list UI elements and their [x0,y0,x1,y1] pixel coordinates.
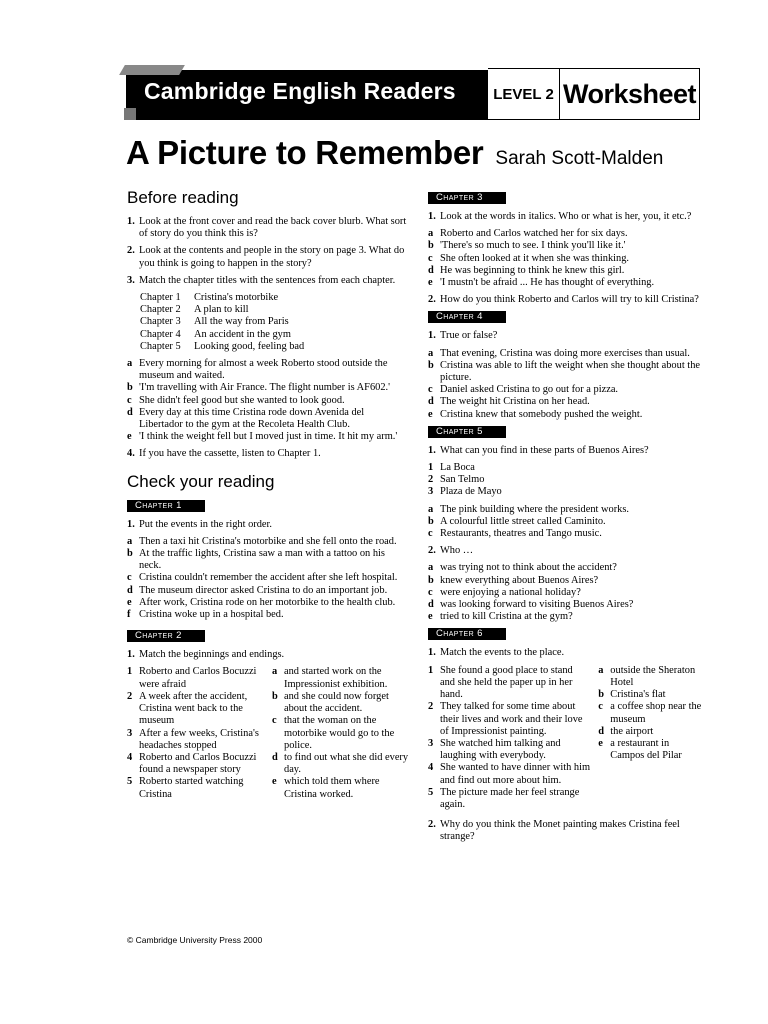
copyright-footer: © Cambridge University Press 2000 [127,935,263,945]
header-banner [126,68,700,122]
item-text: Every day at this time Cristina rode down Avenida del Libertador to the gym at the Recoleta Health Club. [139,406,365,431]
list-item [428,474,703,486]
list-item [127,395,409,407]
item-key: b [428,515,434,527]
item-text: to find out what she did every day. [284,751,409,776]
list-item [127,597,409,609]
question: 1. Look at the words in italics. Who or what is her, you, it etc.? [428,211,703,223]
banner-decoration [124,108,136,120]
chapter-5-label: Chapter 5 [428,426,506,438]
item-text: The weight hit Cristina on her head. [440,396,590,408]
list-item [428,409,703,421]
list-item [127,407,409,431]
item-text: At the traffic lights, Cristina saw a man with a tattoo on his neck. [139,548,385,572]
question: 1. Match the beginnings and endings. [127,649,409,661]
item-key: 3 [428,486,434,498]
question-text: Put the events in the right order. [139,518,273,530]
item-key: b [428,574,434,586]
series-title: Cambridge English Readers [144,78,456,104]
book-title: A Picture to Remember [126,134,484,171]
list-item [428,587,703,599]
item-text: The picture made her feel strange again. [440,786,580,810]
list-item [127,548,409,572]
item-text: They talked for some time about their lives and work and their love of Impressionist painting. [440,701,583,737]
item-text: that the woman on the motorbike would go to the police. [284,715,395,751]
list-item [428,486,703,498]
list-item [428,562,703,574]
item-text: Cristina couldn't remember the accident after she left hospital. [139,572,398,584]
item-key: c [127,572,132,584]
question: 1. Look at the front cover and read the back cover blurb. What sort of story do you think this is? [127,216,409,240]
list-item [428,265,703,277]
item-text: Roberto and Carlos watched her for six days. [440,228,628,240]
item-key: d [428,599,434,611]
item-key: d [272,751,278,763]
question-text: Look at the contents and people in the story on page 3. What do you think is going to happen in the story? [139,245,405,269]
list-item [272,752,409,776]
item-key: d [428,396,434,408]
item-text: Every morning for almost a week Roberto stood outside the museum and waited. [139,358,388,382]
item-key: 1 [428,462,434,474]
item-text: Then a taxi hit Cristina's motorbike and she fell onto the road. [139,535,397,547]
item-text: Roberto and Carlos Bocuzzi found a newspaper story [139,751,257,776]
item-key: a [428,503,434,515]
item-key: c [428,384,433,396]
list-item [428,228,703,240]
item-key: b [127,548,133,560]
item-key: 4 [428,762,434,774]
list-item [127,728,264,752]
match-table [127,666,409,800]
item-key: a [598,664,604,676]
item-key: b [127,382,133,394]
item-key: 1 [428,664,434,676]
item-key: e [127,596,132,608]
item-key: e [598,737,603,749]
item-text: were enjoying a national holiday? [440,586,581,598]
list-item [140,292,409,304]
question-text: Look at the front cover and read the back cover blurb. What sort of story do you think this is? [139,216,407,240]
item-key: e [428,277,433,289]
item-text: 'I'm travelling with Air France. The flight number is AF602.' [139,382,391,394]
list-item [272,691,409,715]
list-item [140,341,409,353]
item-key: 2 [428,474,434,486]
list-item [428,701,590,738]
question: 1. What can you find in these parts of Buenos Aires? [428,445,703,457]
list-item [428,762,590,786]
question-text: True or false? [440,330,498,342]
right-column [428,192,703,849]
item-key: 1 [127,666,133,678]
item-text: She often looked at it when she was thinking. [440,252,630,264]
item-key: d [127,406,133,418]
item-text: Roberto and Carlos Bocuzzi were afraid [139,666,257,690]
item-key: b [598,689,605,701]
item-text: After work, Cristina rode on her motorbike to the health club. [139,596,396,608]
chapter-4-label: Chapter 4 [428,311,506,323]
endings-list [272,666,409,800]
item-text: a coffee shop near the museum [610,701,702,725]
chapter-title: Looking good, feeling bad [194,340,305,352]
list-item [428,240,703,252]
banner-decoration [119,65,185,75]
item-text: The pink building where the president works. [440,503,630,515]
question-text: Match the beginnings and endings. [139,649,285,661]
item-text: She didn't feel good but she wanted to look good. [139,394,345,406]
who-list [428,562,703,623]
list-item [428,396,703,408]
list-item [598,726,703,738]
item-text: A week after the accident, Cristina went back to the museum [139,690,248,727]
item-text: He was beginning to think he knew this girl. [440,264,625,276]
item-text: Cristina woke up in a hospital bed. [139,609,284,621]
item-key: 3 [428,737,434,749]
item-text: She watched him talking and laughing with everybody. [440,737,561,762]
item-text: Cristina was able to lift the weight when she thought about the picture. [440,359,701,384]
list-item [272,666,409,690]
chapter-number: Chapter 4 [140,328,181,340]
item-key: a [428,347,434,359]
item-key: 5 [428,786,434,798]
item-text: was trying not to think about the accident? [440,562,617,574]
item-text: and started work on the Impressionist exhibition. [284,666,388,690]
question: 1. Put the events in the right order. [127,519,409,531]
item-key: e [428,408,433,420]
list-item [428,665,590,702]
question-text: How do you think Roberto and Carlos will try to kill Cristina? [440,294,699,306]
events-list [428,665,590,811]
list-item [127,358,409,382]
item-key: b [428,240,434,252]
chapter-number: Chapter 3 [140,316,181,328]
item-text: She found a good place to stand and she held the paper up in her hand. [440,664,573,701]
page-title [126,134,663,172]
list-item [127,536,409,548]
item-key: 4 [127,751,133,763]
list-item [428,277,703,289]
list-item [428,348,703,360]
item-text: After a few weeks, Cristina's headaches stopped [139,727,259,751]
item-key: c [272,715,277,727]
chapter-title: Cristina's motorbike [194,292,279,304]
item-key: a [272,666,278,678]
places-list [428,462,703,499]
list-item [428,575,703,587]
list-item [127,609,409,621]
list-item [428,360,703,384]
left-column [127,188,409,809]
list-item [428,611,703,623]
beginnings-list [127,666,264,800]
list-item [272,715,409,752]
item-key: 2 [428,701,434,713]
list-item [140,329,409,341]
question-text: Match the chapter titles with the sentences from each chapter. [139,274,396,286]
chapter-6-label: Chapter 6 [428,628,506,640]
question-text: Who … [440,545,474,557]
book-author: Sarah Scott-Malden [495,148,664,169]
item-text: and she could now forget about the accident. [284,690,389,715]
item-key: a [428,562,434,574]
list-item [428,738,590,762]
list-item [140,316,409,328]
before-reading-heading: Before reading [127,188,239,207]
question-text: If you have the cassette, listen to Chapter 1. [139,448,321,460]
list-item [428,528,703,540]
item-text: The museum director asked Cristina to do an important job. [139,584,388,596]
list-item [428,516,703,528]
check-reading-heading: Check your reading [127,471,275,491]
chapter-3-label: Chapter 3 [428,192,506,204]
item-key: c [428,252,433,264]
list-item [127,752,264,776]
item-text: She wanted to have dinner with him and find out more about him. [440,762,591,786]
chapter-title-list [140,292,409,353]
item-key: c [127,394,132,406]
chapter-title: A plan to kill [194,304,249,316]
item-key: c [598,701,603,713]
list-item [428,787,590,811]
question: 1. True or false? [428,330,703,342]
item-text: the airport [610,725,654,737]
item-key: f [127,609,131,621]
list-item [127,382,409,394]
chapter-number: Chapter 5 [140,340,181,352]
question: 1. Match the events to the place. [428,647,703,659]
item-text: outside the Sheraton Hotel [610,664,696,688]
question-text: Why do you think the Monet painting makes Cristina feel strange? [440,819,680,843]
question: 4. If you have the cassette, listen to Chapter 1. [127,448,409,460]
question: 2. Look at the contents and people in the story on page 3. What do you think is going to happen in the story? [127,245,409,269]
item-text: Restaurants, theatres and Tango music. [440,528,602,540]
list-item [428,599,703,611]
chapter-number: Chapter 2 [140,304,181,316]
item-text: 'I mustn't be afraid ... He has thought of everything. [440,277,655,289]
item-key: b [272,690,278,702]
question: 2. Who … [428,545,703,557]
place-options-list [598,665,703,811]
list-item [127,691,264,728]
things-list [428,504,703,541]
list-item [127,431,409,443]
chapter-title: An accident in the gym [194,328,291,340]
list-item [127,666,264,690]
item-text: Plaza de Mayo [440,486,502,498]
question: 2. How do you think Roberto and Carlos will try to kill Cristina? [428,294,703,306]
item-key: b [428,359,434,371]
item-text: a restaurant in Campos del Pilar [610,737,682,762]
item-text: A colourful little street called Caminito. [440,515,606,527]
item-text: 'There's so much to see. I think you'll like it.' [440,240,626,252]
item-key: e [127,431,132,443]
list-item [598,665,703,689]
item-key: a [127,535,133,547]
question-text: What can you find in these parts of Buenos Aires? [440,444,649,456]
item-text: 'I think the weight fell but I moved just in time. It hit my arm.' [139,431,398,443]
question-text: Look at the words in italics. Who or what is her, you, it etc.? [440,211,692,222]
list-item [428,384,703,396]
question: 2. Why do you think the Monet painting makes Cristina feel strange? [428,819,703,843]
list-item [140,304,409,316]
item-text: Daniel asked Cristina to go out for a pizza. [440,384,619,396]
item-text: which told them where Cristina worked. [284,776,380,800]
item-text: San Telmo [440,474,485,486]
list-item [272,776,409,800]
item-text: knew everything about Buenos Aires? [440,574,599,586]
level-label: LEVEL 2 [488,68,560,120]
list-item [598,689,703,701]
item-key: a [428,228,434,240]
item-key: 3 [127,727,133,739]
list-item [127,776,264,800]
true-false-list [428,348,703,421]
list-item [127,585,409,597]
chapter-title: All the way from Paris [194,316,289,328]
chapter-1-label: Chapter 1 [127,500,205,512]
list-item [598,701,703,725]
item-key: d [127,584,133,596]
list-item [127,572,409,584]
chapter-2-label: Chapter 2 [127,630,205,642]
item-key: a [127,358,133,370]
item-key: d [598,725,605,737]
item-key: c [428,586,433,598]
item-key: c [428,528,433,540]
item-key: e [272,776,277,788]
list-item [598,738,703,762]
item-text: Cristina's flat [610,689,666,701]
item-text: was looking forward to visiting Buenos Aires? [440,599,634,611]
item-key: 2 [127,690,133,702]
item-text: That evening, Cristina was doing more exercises than usual. [440,347,690,359]
item-text: Roberto started watching Cristina [139,776,244,800]
chapter-number: Chapter 1 [140,292,181,304]
list-item [428,504,703,516]
item-key: d [428,264,434,276]
worksheet-label: Worksheet [560,68,700,120]
item-text: Cristina knew that somebody pushed the weight. [440,408,643,420]
item-text: La Boca [440,462,475,474]
event-list [127,536,409,621]
sentence-list [127,358,409,443]
question: 3. Match the chapter titles with the sentences from each chapter. [127,275,409,287]
question-text: Match the events to the place. [440,647,565,659]
list-item [428,462,703,474]
match-table [428,665,703,811]
item-key: e [428,611,433,623]
list-item [428,253,703,265]
italics-list [428,228,703,289]
item-key: 5 [127,776,133,788]
item-text: tried to kill Cristina at the gym? [440,611,573,623]
